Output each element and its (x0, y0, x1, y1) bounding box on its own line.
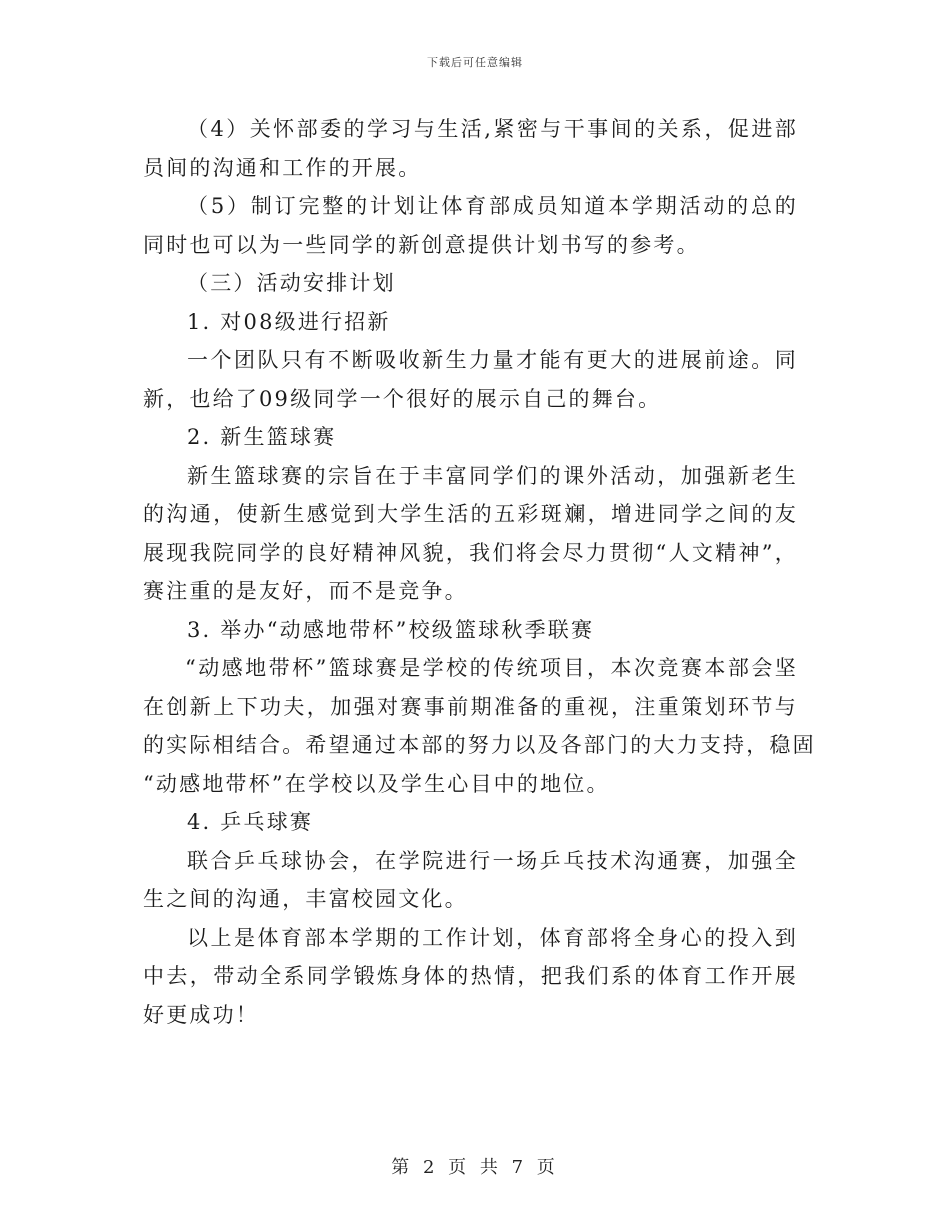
paragraph-line: 赛注重的是友好，而不是竞争。 (143, 579, 468, 603)
paragraph-line: 以上是体育部本学期的工作计划，体育部将全身心的投入到 (187, 925, 798, 950)
page-header-note: 下载后可任意编辑 (427, 56, 523, 69)
paragraph-line: 一个团队只有不断吸收新生力量才能有更大的进展前途。同 (187, 348, 798, 372)
paragraph-line: 联合乒乓球协会，在学院进行一场乒乓技术沟通赛，加强全 (187, 848, 798, 873)
paragraph-line: “动感地带杯”篮球赛是学校的传统项目，本次竞赛本部会坚 (185, 656, 798, 680)
paragraph-line: 在创新上下功夫，加强对赛事前期准备的重视，注重策划环节与 (143, 694, 798, 719)
item-heading: 3. 举办“动感地带杯”校级篮球秋季联赛 (187, 617, 595, 642)
paragraph-line: 同时也可以为一些同学的新创意提供计划书写的参考。 (143, 232, 700, 257)
document-body (143, 110, 816, 1034)
paragraph-line: 的沟通，使新生感觉到大学生活的五彩斑斓，增进同学之间的友 (143, 502, 798, 526)
paragraph-line: 员间的沟通和工作的开展。 (143, 155, 422, 180)
item-heading: 4. 乒乓球赛 (187, 810, 314, 834)
section-heading: （三）活动安排计划 (187, 271, 396, 295)
paragraph-line: 新，也给了09级同学一个很好的展示自己的舞台。 (143, 386, 662, 411)
paragraph-line: 好更成功！ (143, 1002, 259, 1027)
paragraph-line: “动感地带杯”在学校以及学生心目中的地位。 (143, 771, 610, 796)
item-heading: 1. 对08级进行招新 (187, 309, 391, 334)
paragraph-line: 的实际相结合。希望通过本部的努力以及各部门的大力支持，稳固 (143, 733, 816, 757)
item-heading: 2. 新生篮球赛 (187, 425, 337, 449)
paragraph-line: （4）关怀部委的学习与生活,紧密与干事间的关系，促进部 (187, 117, 798, 141)
paragraph-line: （5）制订完整的计划让体育部成员知道本学期活动的总的 (187, 194, 798, 218)
paragraph-line: 生之间的沟通，丰富校园文化。 (143, 887, 468, 911)
paragraph-line: 中去，带动全系同学锻炼身体的热情，把我们系的体育工作开展 (143, 964, 798, 988)
page-number-footer: 第 2 页 共 7 页 (391, 1157, 559, 1178)
paragraph-line: 新生篮球赛的宗旨在于丰富同学们的课外活动，加强新老生 (187, 463, 798, 488)
paragraph-line: 展现我院同学的良好精神风貌，我们将会尽力贯彻“人文精神”， (143, 540, 798, 565)
